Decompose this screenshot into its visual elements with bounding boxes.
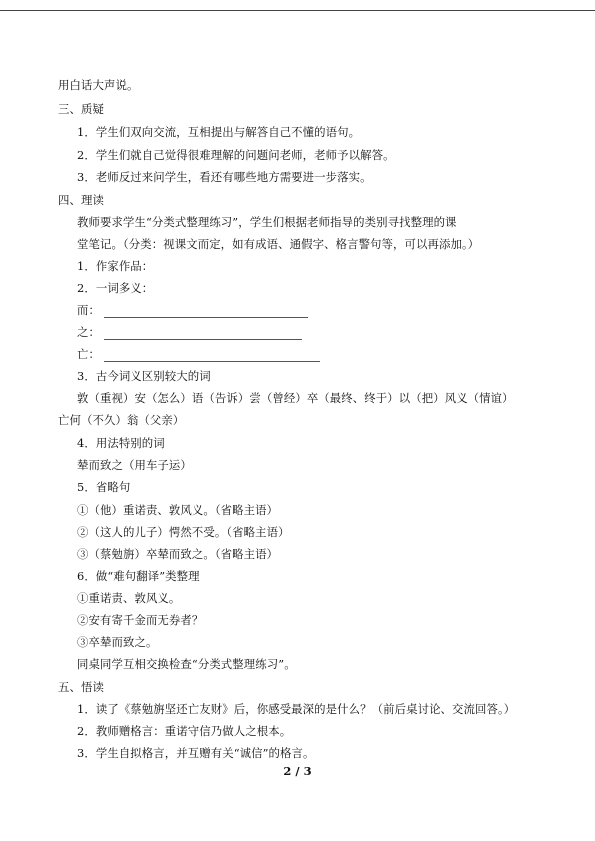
fill-blank-row <box>77 303 533 318</box>
text-line: ②（这人的儿子）愕然不受。（省略主语） <box>77 525 290 539</box>
text-line: 6．做“难句翻译”类整理 <box>77 569 200 583</box>
text-line: 3．古今词义区别较大的词 <box>77 369 211 383</box>
text-line: ②安有寄千金而无券者？ <box>77 613 204 627</box>
text-line: 教师要求学生“分类式整理练习”，学生们根据老师指导的类别寻找整理的课 <box>77 215 457 229</box>
text-line: 用白话大声说。 <box>58 78 139 92</box>
fill-blank-line <box>104 305 308 318</box>
fill-blank-line <box>104 349 320 362</box>
text-line: 4．用法特别的词 <box>77 436 165 450</box>
fill-blank-row <box>77 347 533 362</box>
text-line: 1．读了《蔡勉旃坚还亡友财》后，你感受最深的是什么？（前后桌讨论、交流回答。） <box>77 702 516 716</box>
page-number: 2 / 3 <box>283 764 312 778</box>
fill-blank-label: 而： <box>77 303 100 317</box>
fill-blank-label: 之： <box>77 325 100 339</box>
text-line: 同桌同学互相交换检查“分类式整理练习”。 <box>77 657 296 671</box>
text-line: 2．一词多义： <box>77 281 154 295</box>
fill-blank-line <box>104 327 302 340</box>
text-line: 2．教师赠格言：重诺守信乃做人之根本。 <box>77 724 292 738</box>
text-line: ③（蔡勉旃）卒辇而致之。（省略主语） <box>77 547 279 561</box>
text-line: ①重诺责、敦风义。 <box>77 591 181 605</box>
text-line: 1．作家作品： <box>77 259 154 273</box>
text-line: 1．学生们双向交流，互相提出与解答自己不懂的语句。 <box>77 125 361 139</box>
text-line: 辇而致之（用车子运） <box>77 458 192 472</box>
text-line: 3．老师反过来问学生，看还有哪些地方需要进一步落实。 <box>77 170 372 184</box>
text-line: 亡何（不久）翁（父亲） <box>58 413 185 427</box>
text-line: 2．学生们就自己觉得很难理解的问题问老师，老师予以解答。 <box>77 148 395 162</box>
section-heading: 三、质疑 <box>58 102 104 116</box>
text-line: ③卒辇而致之。 <box>77 635 158 649</box>
fill-blank-label: 亡： <box>77 347 100 361</box>
section-heading: 五、悟读 <box>58 680 104 694</box>
text-line: 堂笔记。（分类：视课文而定，如有成语、通假字、格言警句等，可以再添加。） <box>77 237 480 251</box>
text-line: 3．学生自拟格言，并互赠有关“诚信”的格言。 <box>77 746 315 760</box>
fill-blank-row <box>77 325 533 340</box>
section-heading: 四、理读 <box>58 193 104 207</box>
text-line: 5．省略句 <box>77 480 131 494</box>
text-line: ①（他）重诺责、敦风义。（省略主语） <box>77 503 279 517</box>
text-line: 敦（重视）安（怎么）语（告诉）尝（曾经）卒（最终、终于）以（把）风义（情谊） <box>77 391 514 405</box>
